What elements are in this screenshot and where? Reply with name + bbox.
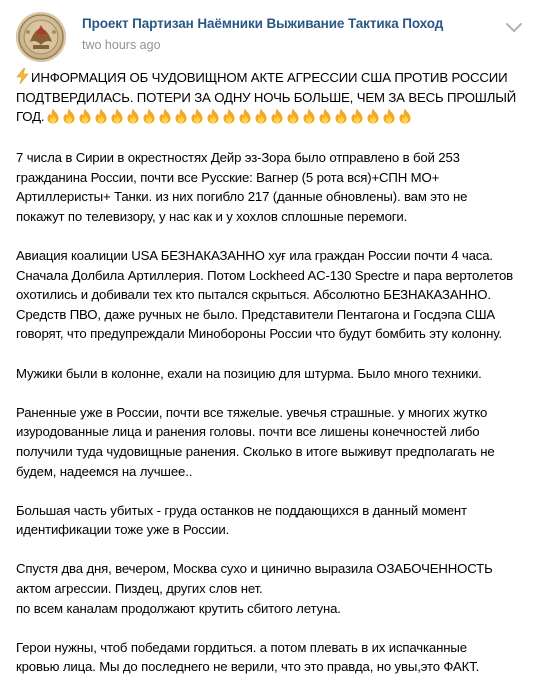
- fire-icon: [382, 108, 397, 130]
- fire-icon: [350, 108, 365, 130]
- fire-icon: [78, 108, 93, 130]
- paragraph-line: идентификации тоже уже в России.: [16, 522, 230, 538]
- paragraph-line: изуродованные лица и ранения головы. почти все лишены конечностей либо: [16, 424, 480, 440]
- group-name-link[interactable]: Проект Партизан Наёмники Выживание Тактика Поход: [82, 16, 444, 31]
- post-paragraph: [16, 148, 526, 226]
- paragraph-line: гражданина России, почти все Русские: Вагнер (5 рота вся)+СПН МО+: [16, 169, 440, 185]
- headline-line-text: ГОД.: [16, 109, 45, 124]
- fire-icon: [142, 108, 157, 130]
- paragraph-line: Спустя два дня, вечером, Москва сухо и цинично выразила ОЗАБОЧЕННОСТЬ: [16, 561, 493, 577]
- paragraph-line: по всем каналам продолжают крутить сбитого летуна.: [16, 600, 341, 616]
- fire-icon: [222, 108, 237, 130]
- fire-icon: [302, 108, 317, 130]
- group-avatar[interactable]: [16, 12, 66, 62]
- fire-icon: [110, 108, 125, 130]
- fire-icon: [398, 108, 413, 130]
- fire-icon: [366, 108, 381, 130]
- fire-icon: [254, 108, 269, 130]
- paragraph-line: Авиация коалиции USA БЕЗНАКАЗАННО хуғ ила граждан России почти 4 часа.: [16, 247, 493, 263]
- fire-icon: [126, 108, 141, 130]
- paragraph-line: получили туда чудовищные ранения. Сколько в итоге выживут предполагать не: [16, 443, 495, 459]
- paragraph-line: Средств ПВО, даже ручных не было. Представители Пентагона и Госдэпа США: [16, 306, 496, 322]
- paragraph-line: охотились и добивали тех кто пытался скрыться. Абсолютно БЕЗНАКАЗАННО.: [16, 287, 491, 303]
- paragraph-line: Раненные уже в России, почти все тяжелые. увечья страшные. у многих жутко: [16, 404, 488, 420]
- paragraph-line: кровью лица. Мы до последнего не верили, что это правда, но увы,это ФАКТ.: [16, 659, 480, 675]
- fire-icon: [158, 108, 173, 130]
- lightning-icon: [16, 68, 29, 84]
- post-paragraph: [16, 403, 526, 481]
- paragraph-line: Артиллеристы+ Танки. из них погибло 217 (данные обновлены). вам это не: [16, 189, 468, 205]
- post-headline: [16, 68, 526, 130]
- paragraph-line: актом агрессии. Пиздец, других слов нет.: [16, 581, 263, 597]
- post-paragraph: [16, 638, 526, 677]
- fire-emoji-row: [46, 108, 414, 130]
- fire-icon: [94, 108, 109, 130]
- fire-icon: [286, 108, 301, 130]
- paragraph-line: Сначала Долбила Артиллерия. Потом Lockheed AC-130 Spectre и пара вертолетов: [16, 267, 514, 283]
- more-options-icon[interactable]: [504, 22, 524, 34]
- paragraph-line: 7 числа в Сирии в окрестностях Дейр эз-Зора было отправлено в бой 253: [16, 150, 460, 165]
- headline-line-text: ИНФОРМАЦИЯ ОБ ЧУДОВИЩНОМ АКТЕ АГРЕССИИ США ПРОТИВ РОССИИ: [31, 70, 508, 85]
- post-paragraph: [16, 364, 526, 384]
- post-paragraph: [16, 559, 526, 618]
- headline-line: [16, 88, 526, 108]
- avatar-emblem-icon: [16, 12, 66, 62]
- paragraph-line: будем, надеемся на лучшее..: [16, 463, 193, 479]
- paragraph-line: покажут по телевизору, у нас как и у хохлов сплошные перемоги.: [16, 208, 408, 224]
- post-timestamp[interactable]: two hours ago: [82, 38, 161, 52]
- fire-icon: [190, 108, 205, 130]
- post-paragraph: [16, 246, 526, 344]
- paragraph-line: Большая часть убитых - груда останков не поддающихся в данный момент: [16, 502, 467, 518]
- headline-line-text: ПОДТВЕРДИЛАСЬ. ПОТЕРИ ЗА ОДНУ НОЧЬ БОЛЬШЕ, ЧЕМ ЗА ВЕСЬ ПРОШЛЫЙ: [16, 89, 517, 105]
- fire-icon: [206, 108, 221, 130]
- fire-icon: [270, 108, 285, 130]
- paragraph-line: Мужики были в колонне, ехали на позицию для штурма. Было много техники.: [16, 365, 482, 381]
- fire-icon: [174, 108, 189, 130]
- post-paragraph: [16, 501, 526, 540]
- headline-line: [16, 68, 526, 88]
- fire-icon: [238, 108, 253, 130]
- fire-icon: [334, 108, 349, 130]
- fire-icon: [318, 108, 333, 130]
- paragraph-line: Герои нужны, чтоб победами гордиться. а потом плевать в их испачканные: [16, 639, 467, 655]
- post-header: [16, 10, 524, 62]
- paragraph-line: говорят, что предупреждали Минобороны России что будут бомбить эту колонну.: [16, 326, 502, 342]
- headline-line: [16, 107, 526, 130]
- post-body: [16, 148, 526, 697]
- fire-icon: [62, 108, 77, 130]
- fire-icon: [46, 108, 61, 130]
